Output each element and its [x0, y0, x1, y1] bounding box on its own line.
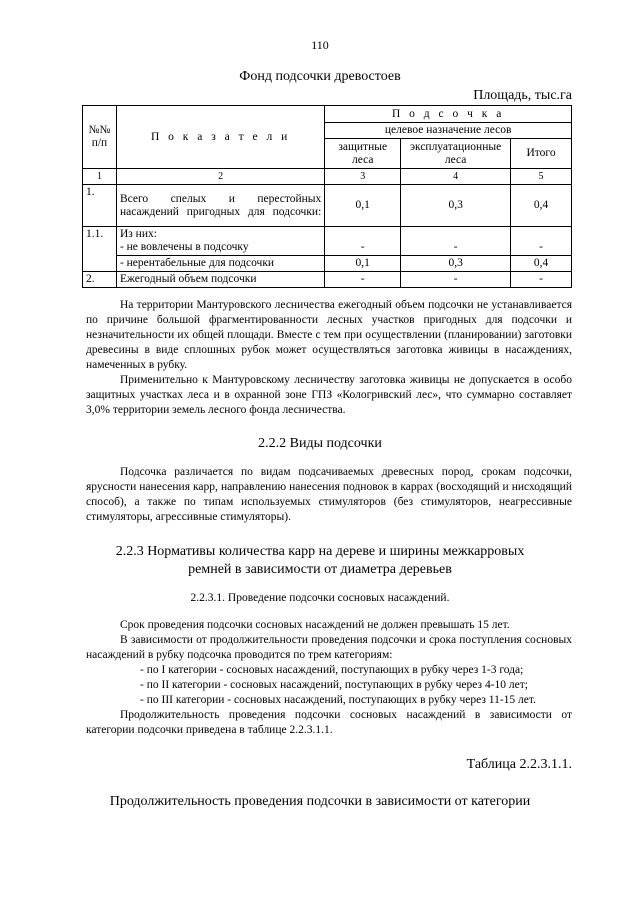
page-number: 110: [311, 38, 329, 52]
row-value-exploitation: 0,3: [401, 256, 511, 272]
row-num: 1.1.: [83, 227, 117, 256]
paragraph: Подсочка различается по видам подсачиваемых древесных пород, срокам подсочки, ярусности нанесения карр, направлению нанесения подновок в каррах (восходящий и нисходящий способ), а также по типам используемых стимуляторов (без стимуляторов, неагрессивные стимуляторы, агрессивные стимуляторы).: [86, 466, 572, 523]
header-exploitation: эксплуатационные леса: [401, 139, 511, 169]
col-num-3: 3: [325, 169, 401, 185]
paragraph: Продолжительность проведения подсочки сосновых насаждений в зависимости от категории подсочки приведена в таблице 2.2.3.1.1.: [86, 709, 572, 736]
fund-table: [82, 105, 572, 288]
row-value-total: -: [511, 227, 572, 256]
table-row: [83, 185, 572, 227]
list-item: - по III категории - сосновых насаждений, поступающих в рубку через 11-15 лет.: [140, 694, 536, 706]
header-purpose: целевое назначение лесов: [325, 123, 572, 139]
header-total: Итого: [511, 139, 572, 169]
row-value-total: 0,4: [511, 185, 572, 227]
row-value-protective: -: [325, 272, 401, 288]
col-num-5: 5: [511, 169, 572, 185]
section-heading-2-2-3: [0, 543, 640, 579]
list-item: - по II категории - сосновых насаждений, поступающих в рубку через 4-10 лет;: [140, 679, 528, 691]
col-num-4: 4: [401, 169, 511, 185]
bottom-heading: Продолжительность проведения подсочки в зависимости от категории: [109, 794, 531, 809]
header-indicators: П о к а з а т е л и: [116, 106, 324, 169]
table-unit: Площадь, тыс.га: [473, 88, 572, 103]
table-row: [83, 272, 572, 288]
col-num-2: 2: [116, 169, 324, 185]
paragraph: В зависимости от продолжительности проведения подсочки и срока поступления сосновых насаждений в рубку подсочка проводится по трем категориям:: [86, 634, 572, 661]
row-indicator-intro: Из них:: [119, 228, 157, 240]
text-block-2: [86, 465, 572, 525]
row-value-total: -: [511, 272, 572, 288]
section-heading-line: 2.2.3 Нормативы количества карр на дереве и ширины межкарровых: [115, 544, 525, 559]
row-indicator: Ежегодный объем подсочки: [116, 272, 324, 288]
row-value-protective: -: [325, 227, 401, 256]
header-num: №№ п/п: [83, 106, 117, 169]
paragraph: На территории Мантуровского лесничества ежегодный объем подсочки не устанавливается по причине большой фрагментированности лесных участков пригодных для подсочки и незначительности их общей площади. Вместе с тем при осуществлении (планировании) заготовки древесины в виде сплошных рубок может осуществляться заготовка живицы в насаждениях, намеченных в рубку.: [86, 299, 572, 371]
row-indicator: Всего спелых и перестойных насаждений пригодных для подсочки:: [116, 185, 324, 227]
col-num-1: 1: [83, 169, 117, 185]
text-block-3: [86, 618, 572, 738]
table-title: Фонд подсочки древостоев: [239, 69, 401, 84]
row-value-protective: 0,1: [325, 185, 401, 227]
row-num: 1.: [83, 185, 117, 227]
row-value-exploitation: -: [401, 272, 511, 288]
header-podsochka: П о д с о ч к а: [325, 106, 572, 123]
row-value-exploitation: -: [401, 227, 511, 256]
table-reference: Таблица 2.2.3.1.1.: [466, 757, 572, 772]
subsection-heading-2-2-3-1: 2.2.3.1. Проведение подсочки сосновых насаждений.: [190, 592, 450, 604]
table-row: [83, 256, 572, 272]
header-protective: защитные леса: [325, 139, 401, 169]
text-block-1: [86, 298, 572, 418]
row-indicator: - не вовлечены в подсочку: [119, 241, 249, 253]
section-heading-2-2-2: 2.2.2 Виды подсочки: [258, 436, 382, 451]
paragraph: Применительно к Мантуровскому лесничеству заготовка живицы не допускается в особо защитных участках леса и в охранной зоне ГПЗ «Кологривский лес», что суммарно составляет 3,0% территории земель лесного фонда лесничества.: [86, 374, 572, 416]
paragraph: Срок проведения подсочки сосновых насаждений не должен превышать 15 лет.: [120, 619, 510, 631]
section-heading-line: ремней в зависимости от диаметра деревьев: [188, 562, 452, 577]
list-item: - по I категории - сосновых насаждений, поступающих в рубку через 1-3 года;: [140, 664, 524, 676]
row-value-total: 0,4: [511, 256, 572, 272]
table-row: [83, 227, 572, 256]
row-value-exploitation: 0,3: [401, 185, 511, 227]
row-num: 2.: [83, 272, 117, 288]
row-indicator: - нерентабельные для подсочки: [116, 256, 324, 272]
row-value-protective: 0,1: [325, 256, 401, 272]
